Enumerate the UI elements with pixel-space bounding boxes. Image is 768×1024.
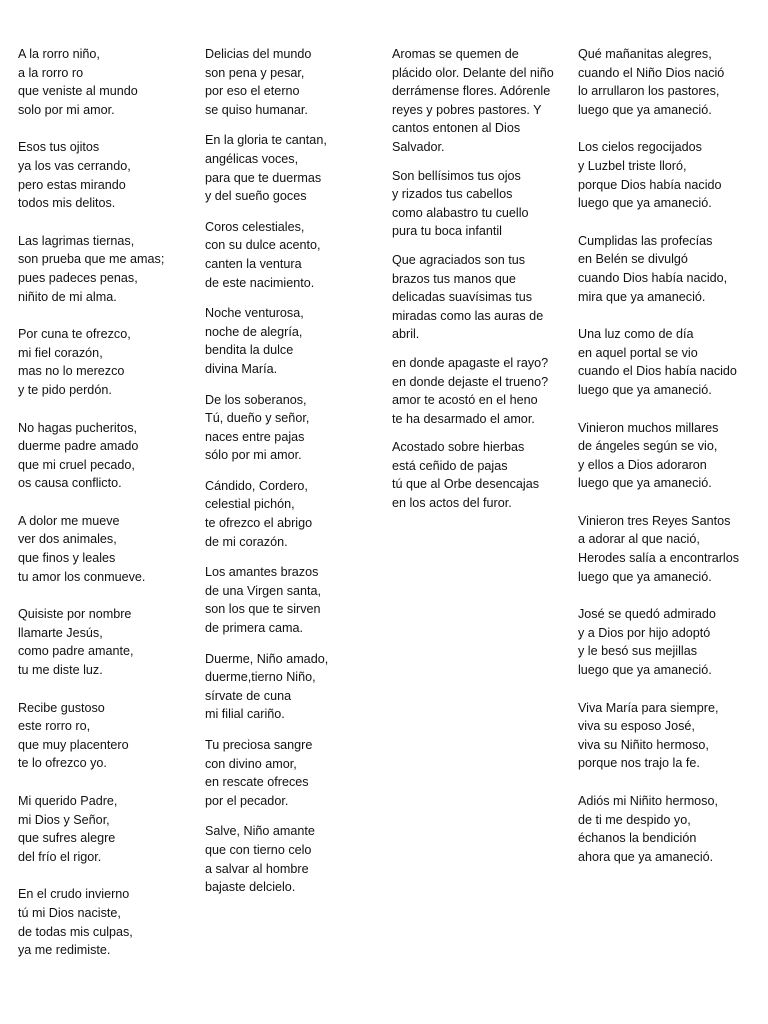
verse-line: porque nos trajo la fe. xyxy=(578,756,700,771)
verse-line: No hagas pucheritos, xyxy=(18,420,138,435)
stanza xyxy=(392,251,562,344)
stanza xyxy=(205,477,375,551)
verse-line: que con tierno celo xyxy=(205,842,312,857)
verse-line: cuando el Niño Dios nació xyxy=(578,65,725,80)
verse-line: con su dulce acento, xyxy=(205,238,321,253)
verse-line: Cumplidas las profecías xyxy=(578,233,713,248)
verse-line: Salve, Niño amante xyxy=(205,824,315,839)
verse-line: Una luz como de día xyxy=(578,327,694,342)
verse-line: abril. xyxy=(392,327,420,342)
stanza xyxy=(578,232,758,306)
verse-line: naces entre pajas xyxy=(205,429,305,444)
verse-line: Tu preciosa sangre xyxy=(205,738,313,752)
stanza xyxy=(392,45,562,157)
verse-line: niñito de mi alma. xyxy=(18,289,117,304)
verse-line: Las lagrimas tiernas, xyxy=(18,233,135,248)
verse-line: Esos tus ojitos xyxy=(18,140,100,155)
verse-line: Salvador. xyxy=(392,139,445,154)
stanza xyxy=(578,792,758,866)
verse-line: luego que ya amaneció. xyxy=(578,663,712,678)
verse-line: plácido olor. Delante del niño xyxy=(392,65,554,80)
verse-line: Mi querido Padre, xyxy=(18,794,118,808)
stanza xyxy=(205,218,375,292)
verse-line: delicadas suavísimas tus xyxy=(392,290,532,305)
verse-line: duerme,tierno Niño, xyxy=(205,670,316,685)
verse-line: mi filial cariño. xyxy=(205,707,285,722)
verse-line: viva su Niñito hermoso, xyxy=(578,737,709,752)
verse-line: y a Dios por hijo adoptó xyxy=(578,625,711,640)
stanza xyxy=(18,232,188,306)
stanza xyxy=(205,131,375,205)
verse-line: que muy placentero xyxy=(18,737,129,752)
stanza xyxy=(578,45,758,119)
column-3 xyxy=(392,45,562,523)
verse-line: De los soberanos, xyxy=(205,392,307,407)
verse-line: pues padeces penas, xyxy=(18,270,138,285)
stanza xyxy=(205,563,375,637)
verse-line: Que agraciados son tus xyxy=(392,252,526,267)
verse-line: Los amantes brazos xyxy=(205,565,319,580)
column-4 xyxy=(578,45,758,885)
verse-line: luego que ya amaneció. xyxy=(578,476,712,491)
verse-line: Viva María para siempre, xyxy=(578,700,719,715)
stanza xyxy=(205,822,375,896)
verse-line: a adorar al que nació, xyxy=(578,532,700,547)
verse-line: derrámense flores. Adórenle xyxy=(392,84,551,99)
verse-line: sólo por mi amor. xyxy=(205,448,302,463)
verse-line: duerme padre amado xyxy=(18,439,139,454)
verse-line: de todas mis culpas, xyxy=(18,924,133,939)
verse-line: que finos y leales xyxy=(18,551,116,566)
verse-line: luego que ya amaneció. xyxy=(578,382,712,397)
verse-line: cuando el Dios había nacido xyxy=(578,364,737,379)
verse-line: bajaste delcielo. xyxy=(205,880,296,895)
stanza xyxy=(578,138,758,212)
verse-line: cuando Dios había nacido, xyxy=(578,270,728,285)
stanza xyxy=(18,419,188,493)
verse-line: sírvate de cuna xyxy=(205,688,292,703)
verse-line: a salvar al hombre xyxy=(205,861,309,876)
verse-line: Vinieron muchos millares xyxy=(578,420,719,435)
verse-line: échanos la bendición xyxy=(578,831,697,846)
stanza xyxy=(578,419,758,493)
verse-line: mas no lo merezco xyxy=(18,364,125,379)
stanza xyxy=(18,605,188,679)
stanza xyxy=(18,699,188,773)
verse-line: noche de alegría, xyxy=(205,324,303,339)
verse-line: como alabastro tu cuello xyxy=(392,205,529,220)
verse-line: Qué mañanitas alegres, xyxy=(578,47,712,61)
verse-line: y rizados tus cabellos xyxy=(392,187,513,202)
verse-line: angélicas voces, xyxy=(205,151,299,166)
verse-line: Coros celestiales, xyxy=(205,219,305,234)
verse-line: te lo ofrezco yo. xyxy=(18,756,107,771)
verse-line: viva su esposo José, xyxy=(578,719,695,734)
verse-line: En el crudo invierno xyxy=(18,887,130,902)
verse-line: solo por mi amor. xyxy=(18,102,115,117)
verse-line: en aquel portal se vio xyxy=(578,345,698,360)
verse-line: de primera cama. xyxy=(205,621,303,636)
verse-line: y te pido perdón. xyxy=(18,382,112,397)
verse-line: tu me diste luz. xyxy=(18,663,103,678)
verse-line: divina María. xyxy=(205,361,278,376)
verse-line: Cándido, Cordero, xyxy=(205,478,308,493)
verse-line: está ceñido de pajas xyxy=(392,458,508,473)
verse-line: ahora que ya amaneció. xyxy=(578,849,714,864)
verse-line: y del sueño goces xyxy=(205,189,307,204)
column-1 xyxy=(18,45,188,979)
verse-line: para que te duermas xyxy=(205,170,322,185)
verse-line: este rorro ro, xyxy=(18,719,91,734)
stanza xyxy=(18,45,188,119)
verse-line: miradas como las auras de xyxy=(392,308,544,323)
verse-line: de una Virgen santa, xyxy=(205,583,322,598)
verse-line: os causa conflicto. xyxy=(18,476,122,491)
verse-line: Delicias del mundo xyxy=(205,47,312,61)
verse-line: por eso el eterno xyxy=(205,84,300,99)
verse-line: cantos entonen al Dios xyxy=(392,121,521,136)
verse-line: de este nacimiento. xyxy=(205,275,315,290)
verse-line: pura tu boca infantil xyxy=(392,224,502,239)
verse-line: te ha desarmado el amor. xyxy=(392,411,535,426)
verse-line: de ti me despido yo, xyxy=(578,812,691,827)
stanza xyxy=(18,325,188,399)
verse-line: y ellos a Dios adoraron xyxy=(578,457,707,472)
verse-line: como padre amante, xyxy=(18,644,134,659)
stanza xyxy=(205,304,375,378)
verse-line: en donde dejaste el trueno? xyxy=(392,374,549,389)
verse-line: reyes y pobres pastores. Y xyxy=(392,102,542,117)
verse-line: te ofrezco el abrigo xyxy=(205,516,313,531)
stanza xyxy=(205,391,375,465)
verse-line: pero estas mirando xyxy=(18,177,126,192)
verse-line: de mi corazón. xyxy=(205,534,288,549)
verse-line: por el pecador. xyxy=(205,793,289,808)
verse-line: porque Dios había nacido xyxy=(578,177,722,192)
verse-line: y Luzbel triste lloró, xyxy=(578,158,687,173)
verse-line: ver dos animales, xyxy=(18,532,117,547)
stanza xyxy=(578,325,758,399)
column-2 xyxy=(205,45,375,909)
verse-line: que mi cruel pecado, xyxy=(18,457,135,472)
stanza xyxy=(18,792,188,866)
verse-line: Aromas se quemen de xyxy=(392,47,519,61)
stanza xyxy=(18,138,188,212)
verse-line: llamarte Jesús, xyxy=(18,625,103,640)
verse-line: luego que ya amaneció. xyxy=(578,569,712,584)
verse-line: Tú, dueño y señor, xyxy=(205,411,310,426)
verse-line: lo arrullaron los pastores, xyxy=(578,84,720,99)
verse-line: todos mis delitos. xyxy=(18,196,116,211)
verse-line: luego que ya amaneció. xyxy=(578,196,712,211)
stanza xyxy=(578,512,758,586)
verse-line: Recibe gustoso xyxy=(18,700,105,715)
verse-line: Noche venturosa, xyxy=(205,306,304,321)
verse-line: tu amor los conmueve. xyxy=(18,569,146,584)
verse-line: luego que ya amaneció. xyxy=(578,102,712,117)
verse-line: en Belén se divulgó xyxy=(578,252,688,267)
verse-line: Quisiste por nombre xyxy=(18,607,132,622)
stanza xyxy=(18,885,188,959)
verse-line: mira que ya amaneció. xyxy=(578,289,706,304)
verse-line: que veniste al mundo xyxy=(18,84,138,99)
stanza xyxy=(18,512,188,586)
verse-line: Vinieron tres Reyes Santos xyxy=(578,513,731,528)
verse-line: que sufres alegre xyxy=(18,831,116,846)
verse-line: y le besó sus mejillas xyxy=(578,644,697,659)
verse-line: Son bellísimos tus ojos xyxy=(392,168,521,183)
stanza xyxy=(392,167,562,241)
verse-line: En la gloria te cantan, xyxy=(205,133,327,148)
verse-line: a la rorro ro xyxy=(18,65,84,80)
stanza xyxy=(392,438,562,512)
verse-line: José se quedó admirado xyxy=(578,607,716,622)
verse-line: mi fiel corazón, xyxy=(18,345,103,360)
stanza xyxy=(205,45,375,119)
stanza xyxy=(578,605,758,679)
verse-line: mi Dios y Señor, xyxy=(18,812,110,827)
verse-line: Acostado sobre hierbas xyxy=(392,440,525,455)
verse-line: del frío el rigor. xyxy=(18,849,102,864)
verse-line: bendita la dulce xyxy=(205,343,294,358)
verse-line: Adiós mi Niñito hermoso, xyxy=(578,794,718,808)
verse-line: se quiso humanar. xyxy=(205,102,308,117)
stanza xyxy=(205,736,375,810)
verse-line: Herodes salía a encontrarlos xyxy=(578,551,740,566)
verse-line: ya los vas cerrando, xyxy=(18,158,131,173)
stanza xyxy=(392,354,562,428)
verse-line: canten la ventura xyxy=(205,256,302,271)
verse-line: en rescate ofreces xyxy=(205,775,309,790)
verse-line: amor te acostó en el heno xyxy=(392,393,538,408)
stanza xyxy=(578,699,758,773)
verse-line: Los cielos regocijados xyxy=(578,140,702,155)
verse-line: Por cuna te ofrezco, xyxy=(18,327,131,342)
verse-line: con divino amor, xyxy=(205,756,297,771)
verse-line: de ángeles según se vio, xyxy=(578,439,718,454)
verse-line: celestial pichón, xyxy=(205,497,295,512)
verse-line: brazos tus manos que xyxy=(392,271,516,286)
verse-line: en los actos del furor. xyxy=(392,496,512,511)
verse-line: Duerme, Niño amado, xyxy=(205,651,329,666)
verse-line: tú que al Orbe desencajas xyxy=(392,477,540,492)
verse-line: en donde apagaste el rayo? xyxy=(392,355,549,370)
verse-line: son pena y pesar, xyxy=(205,65,305,80)
verse-line: A dolor me mueve xyxy=(18,513,120,528)
verse-line: son los que te sirven xyxy=(205,602,321,617)
verse-line: A la rorro niño, xyxy=(18,47,100,61)
verse-line: tú mi Dios naciste, xyxy=(18,905,121,920)
verse-line: son prueba que me amas; xyxy=(18,252,165,267)
verse-line: ya me redimiste. xyxy=(18,943,111,958)
stanza xyxy=(205,650,375,724)
